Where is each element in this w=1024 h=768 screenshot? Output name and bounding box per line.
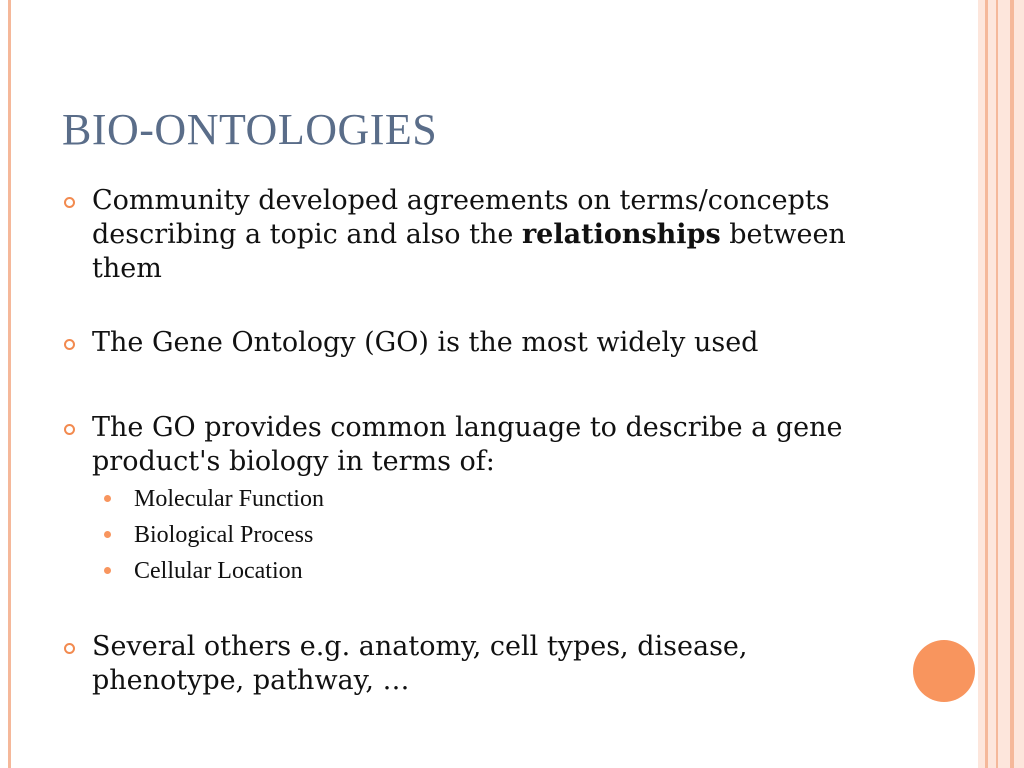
- frame-right-line-1: [985, 0, 988, 768]
- frame-left-line: [8, 0, 11, 768]
- sub-bullet-dot-icon: [104, 495, 111, 502]
- frame-right-line-3: [1010, 0, 1014, 768]
- bullet-circle-icon: [64, 643, 75, 654]
- bullet-text: The Gene Ontology (GO) is the most widely used: [92, 327, 759, 358]
- frame-right-line-2: [996, 0, 998, 768]
- sub-bullet-text: Biological Process: [134, 522, 314, 548]
- bullet-text: [60, 184, 890, 286]
- sub-bullet-text: Molecular Function: [134, 486, 324, 512]
- bullet-circle-icon: [64, 424, 75, 435]
- bullet-item: [60, 630, 890, 698]
- sub-bullet-dot-icon: [104, 567, 111, 574]
- bullet-circle-icon: [64, 197, 75, 208]
- sub-bullet-item: [104, 556, 303, 586]
- bullet-text: Several others e.g. anatomy, cell types, disease, phenotype, pathway, …: [92, 631, 748, 696]
- slide-title: BIO-ONTOLOGIES: [62, 105, 438, 154]
- bullet-text-part: between them: [92, 219, 846, 284]
- bullet-item: [60, 184, 890, 286]
- sub-bullet-dot-icon: [104, 531, 111, 538]
- bullet-item: [60, 411, 890, 479]
- bullet-item: [60, 326, 890, 360]
- bullet-text: The GO provides common language to describe a gene product's biology in terms of:: [92, 412, 843, 477]
- bullet-circle-icon: [64, 339, 75, 350]
- sub-bullet-item: [104, 520, 313, 550]
- sub-bullet-text: Cellular Location: [134, 558, 303, 584]
- bullet-text-part: Community developed agreements on terms/concepts describing a topic and also the: [92, 185, 830, 250]
- sub-bullet-item: [104, 484, 324, 514]
- bullet-bold-term: relationships: [521, 219, 721, 250]
- decorative-circle: [913, 640, 975, 702]
